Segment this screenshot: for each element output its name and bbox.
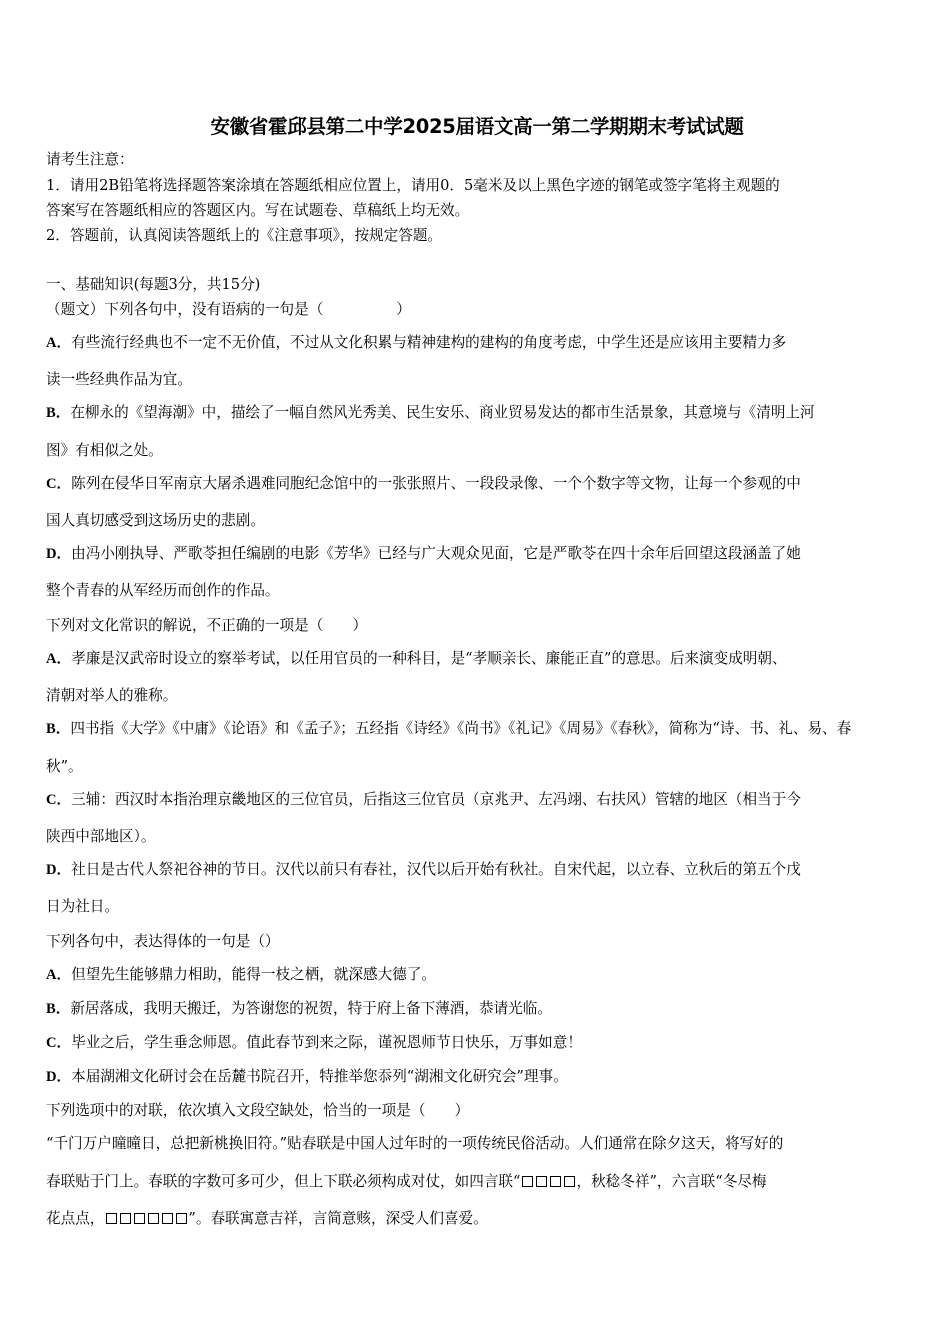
option-text: 陈列在侵华日军南京大屠杀遇难同胞纪念馆中的一张张照片、一段段录像、一个个数字等文物，让每一个参观的中 — [71, 475, 801, 492]
q1-option-c-cont: 国人真切感受到这场历史的悲剧。 — [46, 512, 265, 529]
passage-text: 春联贴于门上。春联的字数可多可少，但上下联必须构成对仗，如四言联“ — [46, 1173, 521, 1190]
q1-option-b-cont: 图》有相似之处。 — [46, 442, 163, 459]
q2-option-d — [46, 860, 801, 880]
q2-stem: 下列对文化常识的解说，不正确的一项是（ ） — [46, 617, 368, 634]
option-label: C． — [46, 1035, 72, 1051]
option-text: 四书指《大学》《中庸》《论语》和《孟子》；五经指《诗经》《尚书》《礼记》《周易》《春秋》，简称为“诗、书、礼、易、春 — [70, 720, 852, 737]
q1-option-c — [46, 474, 801, 494]
option-label: D． — [46, 546, 72, 562]
blank-box — [564, 1176, 575, 1187]
q4-stem: 下列选项中的对联，依次填入文段空缺处，恰当的一项是（ ） — [46, 1102, 470, 1119]
q1-option-b — [46, 403, 815, 423]
q4-passage-line-3 — [46, 1209, 488, 1229]
option-text: 由冯小刚执导、严歌苓担任编剧的电影《芳华》已经与广大观众见面，它是严歌苓在四十余年后回望这段涵盖了她 — [71, 545, 801, 562]
notice-heading: 请考生注意： — [46, 151, 134, 168]
blank-box — [536, 1176, 547, 1187]
passage-text: ”。春联寓意吉祥，言简意赅，深受人们喜爱。 — [188, 1210, 488, 1227]
blank-box — [134, 1213, 145, 1224]
option-label: B． — [46, 1001, 71, 1017]
blank-6-char — [104, 1210, 188, 1227]
q1-option-a — [46, 333, 786, 353]
option-label: B． — [46, 721, 71, 737]
notice-line-2: 答案写在答题纸相应的答题区内。写在试题卷、草稿纸上均无效。 — [46, 202, 470, 219]
q2-option-c — [46, 790, 801, 810]
q3-option-b — [46, 999, 552, 1019]
option-text: 社日是古代人祭祀谷神的节日。汉代以前只有春社，汉代以后开始有秋社。自宋代起，以立春、立秋后的第五个戊 — [71, 861, 801, 878]
section-heading: 一、基础知识(每题3分，共15分) — [46, 276, 261, 293]
q2-option-d-cont: 日为社日。 — [46, 898, 119, 915]
option-text: 三辅：西汉时本指治理京畿地区的三位官员，后指这三位官员（京兆尹、左冯翊、右扶风）管辖的地区（相当于今 — [71, 791, 801, 808]
q2-option-a-cont: 清朝对举人的雅称。 — [46, 687, 178, 704]
option-label: C． — [46, 792, 72, 808]
option-text: 新居落成，我明天搬迁，为答谢您的祝贺，特于府上备下薄酒，恭请光临。 — [70, 1000, 552, 1017]
option-text: 有些流行经典也不一定不无价值，不过从文化积累与精神建构的建构的角度考虑，中学生还是应该用主要精力多 — [71, 334, 787, 351]
option-label: A． — [46, 335, 72, 351]
q3-option-a — [46, 965, 436, 985]
option-label: B． — [46, 405, 71, 421]
q1-stem: （题文）下列各句中，没有语病的一句是（ ） — [46, 301, 411, 318]
option-text: 毕业之后，学生垂念师恩。值此春节到来之际，谨祝恩师节日快乐，万事如意！ — [71, 1034, 582, 1051]
passage-text: 花点点， — [46, 1210, 105, 1227]
exam-title: 安徽省霍邱县第二中学2025届语文高一第二学期期末考试试题 — [210, 115, 744, 138]
q4-passage-line-2 — [46, 1172, 767, 1192]
option-text: 在柳永的《望海潮》中，描绘了一幅自然风光秀美、民生安乐、商业贸易发达的都市生活景象，其意境与《清明上河 — [70, 404, 815, 421]
q3-stem: 下列各句中，表达得体的一句是（） — [46, 933, 280, 950]
blank-box — [106, 1213, 117, 1224]
option-text: 孝廉是汉武帝时设立的察举考试，以任用官员的一种科目，是“孝顺亲长、廉能正直”的意思。后来演变成明朝、 — [71, 650, 787, 667]
option-label: C． — [46, 476, 72, 492]
q4-passage-line-1: “千门万户曈曈日，总把新桃换旧符。”贴春联是中国人过年时的一项传统民俗活动。人们通常在除夕这天，将写好的 — [46, 1135, 784, 1152]
q2-option-a — [46, 649, 787, 669]
blank-box — [550, 1176, 561, 1187]
option-label: A． — [46, 967, 72, 983]
option-label: D． — [46, 1069, 72, 1085]
q3-option-d — [46, 1067, 568, 1087]
option-label: D． — [46, 862, 72, 878]
blank-box — [522, 1176, 533, 1187]
q2-option-b-cont: 秋”。 — [46, 758, 83, 775]
q1-option-a-cont: 读一些经典作品为宜。 — [46, 371, 192, 388]
notice-line-3: 2．答题前，认真阅读答题纸上的《注意事项》，按规定答题。 — [46, 227, 443, 244]
blank-box — [162, 1213, 173, 1224]
blank-box — [148, 1213, 159, 1224]
notice-line-1: 1．请用2B铅笔将选择题答案涂填在答题纸相应位置上，请用0．5毫米及以上黑色字迹的钢笔或签字笔将主观题的 — [46, 177, 780, 194]
blank-box — [120, 1213, 131, 1224]
q3-option-c — [46, 1033, 582, 1053]
q1-option-d — [46, 544, 801, 564]
q1-option-d-cont: 整个青春的从军经历而创作的作品。 — [46, 582, 280, 599]
option-text: 本届湖湘文化研讨会在岳麓书院召开，特推举您忝列“湖湘文化研究会”理事。 — [71, 1068, 568, 1085]
q2-option-b — [46, 719, 851, 739]
option-text: 但望先生能够鼎力相助，能得一枝之栖，就深感大德了。 — [71, 966, 436, 983]
passage-text: ，秋稔冬祥”，六言联“冬尽梅 — [576, 1173, 767, 1190]
option-label: A． — [46, 651, 72, 667]
blank-box — [176, 1213, 187, 1224]
q2-option-c-cont: 陕西中部地区）。 — [46, 828, 156, 845]
blank-4-char — [520, 1173, 576, 1190]
